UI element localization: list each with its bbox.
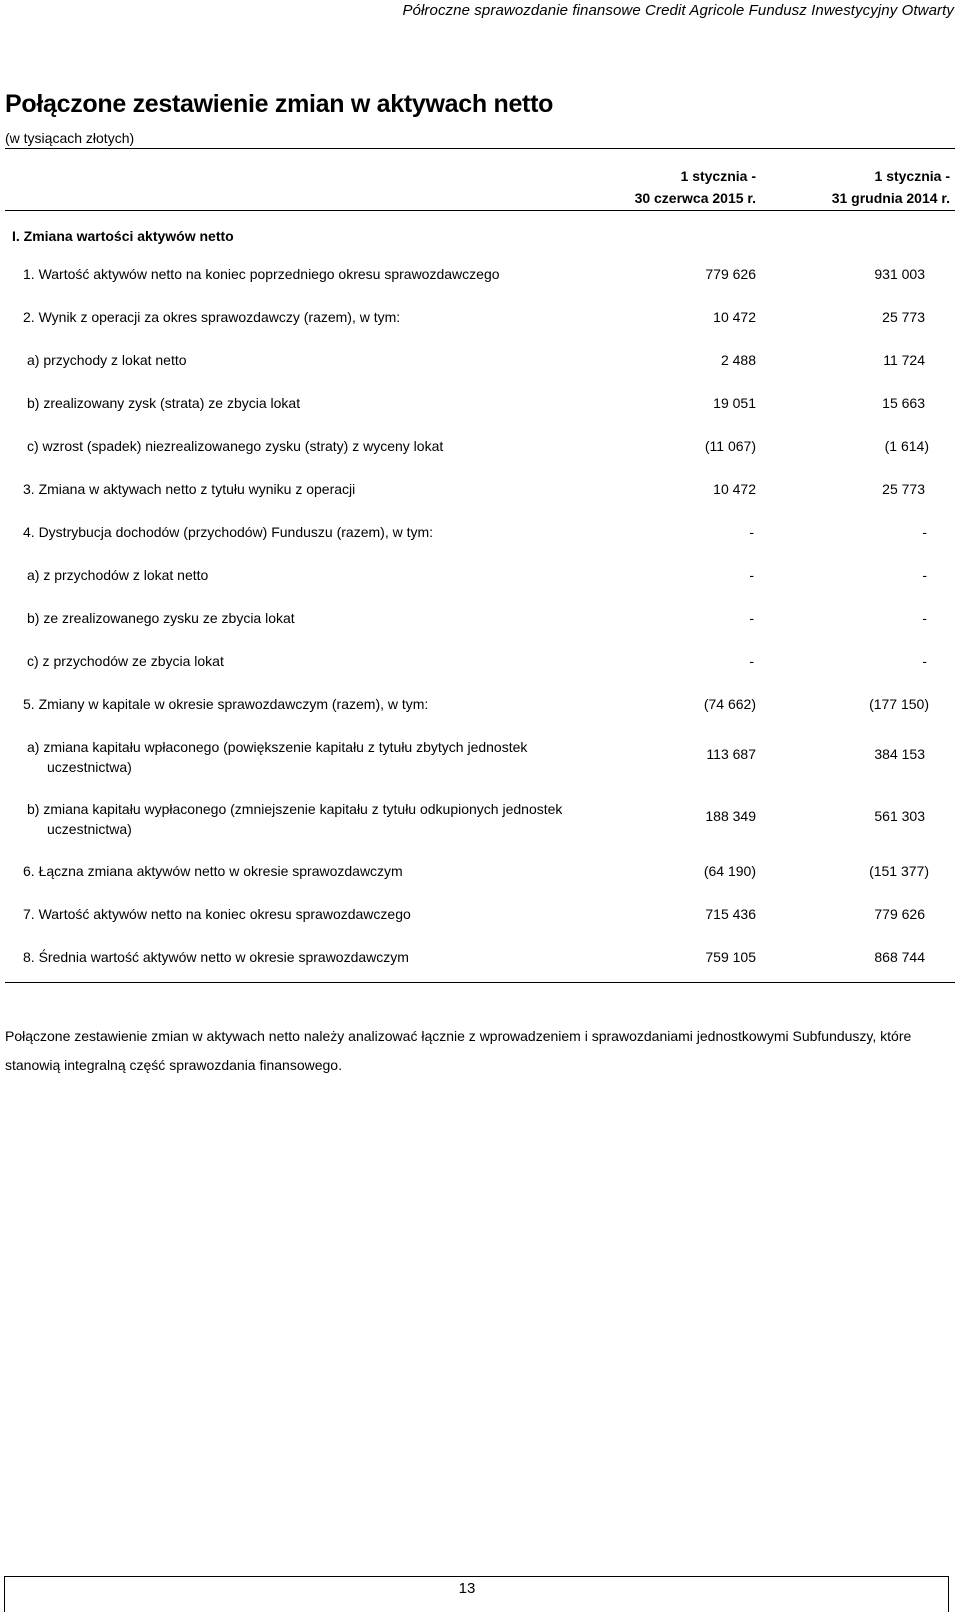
value-2014: 11 724 [883, 352, 925, 368]
row-label-text: a) zmiana kapitału wpłaconego (powiększenie kapitału z tytułu zbytych jednostek [27, 739, 528, 755]
row-label [27, 651, 587, 671]
column-header-2014-line1: 1 stycznia - [874, 168, 950, 184]
row-label [27, 565, 587, 585]
row-label-text: 3. Zmiana w aktywach netto z tytułu wyniku z operacji [23, 481, 356, 497]
row-label-continuation: uczestnictwa) [47, 759, 132, 775]
value-2015: (64 190) [703, 863, 756, 879]
row-label-text: 7. Wartość aktywów netto na koniec okresu sprawozdawczego [23, 906, 411, 922]
value-2014: - [922, 524, 927, 540]
page-number: 13 [458, 1580, 476, 1597]
row-label [27, 608, 587, 628]
row-label [23, 479, 583, 499]
column-header-2015-line1: 1 stycznia - [680, 168, 756, 184]
row-label-text: b) ze zrealizowanego zysku ze zbycia lokat [27, 610, 295, 626]
row-label [23, 307, 583, 327]
value-2015: 10 472 [713, 481, 756, 497]
value-2014: 15 663 [882, 395, 925, 411]
value-2015: 2 488 [720, 352, 756, 368]
value-2015: 19 051 [713, 395, 756, 411]
statement-title: Połączone zestawienie zmian w aktywach netto [5, 90, 554, 118]
row-label [23, 694, 583, 714]
row-label-continuation: uczestnictwa) [47, 821, 132, 837]
value-2014: 25 773 [882, 309, 925, 325]
value-2015: - [749, 524, 754, 540]
column-header-2015-line2: 30 czerwca 2015 r. [634, 190, 756, 206]
value-2014: - [922, 567, 927, 583]
value-2014: (1 614) [884, 438, 929, 454]
row-label [27, 436, 587, 456]
value-2015: (11 067) [704, 438, 756, 454]
row-label [27, 737, 587, 777]
running-header: Półroczne sprawozdanie finansowe Credit Agricole Fundusz Inwestycyjny Otwarty [402, 2, 954, 19]
row-label-text: 4. Dystrybucja dochodów (przychodów) Funduszu (razem), w tym: [23, 524, 434, 540]
row-label [23, 861, 583, 881]
value-2015: 113 687 [706, 746, 756, 762]
row-label [23, 904, 583, 924]
row-label-text: b) zrealizowany zysk (strata) ze zbycia lokat [27, 395, 301, 411]
value-2015: (74 662) [703, 696, 756, 712]
row-label-text: 2. Wynik z operacji za okres sprawozdawczy (razem), w tym: [23, 309, 401, 325]
column-header-2014-line2: 31 grudnia 2014 r. [831, 190, 950, 206]
row-label-text: 5. Zmiany w kapitale w okresie sprawozdawczym (razem), w tym: [23, 696, 429, 712]
value-2014: 384 153 [874, 746, 925, 762]
value-2015: - [749, 610, 754, 626]
statement-unit: (w tysiącach złotych) [5, 130, 135, 146]
value-2015: - [749, 567, 754, 583]
row-label-text: 1. Wartość aktywów netto na koniec poprzedniego okresu sprawozdawczego [23, 266, 500, 282]
column-header-rule [5, 210, 955, 211]
column-header-2015 [635, 165, 756, 209]
value-2015: 715 436 [705, 906, 756, 922]
value-2015: 759 105 [705, 949, 756, 965]
row-label [23, 264, 583, 284]
row-label-text: b) zmiana kapitału wypłaconego (zmniejszenie kapitału z tytułu odkupionych jednostek [27, 801, 563, 817]
value-2014: (151 377) [869, 863, 929, 879]
value-2014: 25 773 [882, 481, 925, 497]
row-label-text: a) przychody z lokat netto [27, 352, 187, 368]
value-2014: 931 003 [874, 266, 925, 282]
value-2015: - [749, 653, 754, 669]
value-2014: 561 303 [874, 808, 925, 824]
value-2015: 779 626 [705, 266, 756, 282]
value-2014: - [922, 610, 927, 626]
row-label-text: c) z przychodów ze zbycia lokat [27, 653, 224, 669]
column-header-2014 [832, 165, 950, 209]
row-label-text: 8. Średnia wartość aktywów netto w okresie sprawozdawczym [23, 949, 409, 965]
value-2015: 188 349 [705, 808, 756, 824]
header-rule [5, 148, 955, 149]
row-label [23, 522, 583, 542]
row-label [27, 799, 587, 839]
value-2014: 779 626 [874, 906, 925, 922]
section-title: I. Zmiana wartości aktywów netto [12, 228, 234, 244]
row-label [23, 947, 583, 967]
value-2014: 868 744 [874, 949, 925, 965]
row-label [27, 350, 587, 370]
table-bottom-rule [5, 982, 955, 983]
value-2014: (177 150) [869, 696, 929, 712]
row-label-text: c) wzrost (spadek) niezrealizowanego zysku (straty) z wyceny lokat [27, 438, 444, 454]
value-2015: 10 472 [713, 309, 756, 325]
statement-note: Połączone zestawienie zmian w aktywach netto należy analizować łącznie z wprowadzeniem i sprawozdaniami jednostkowymi Subfunduszy, które stanowią integralną część sprawozdania finansowego. [5, 1028, 912, 1073]
row-label-text: 6. Łączna zmiana aktywów netto w okresie sprawozdawczym [23, 863, 403, 879]
row-label-text: a) z przychodów z lokat netto [27, 567, 209, 583]
row-label [27, 393, 587, 413]
value-2014: - [922, 653, 927, 669]
